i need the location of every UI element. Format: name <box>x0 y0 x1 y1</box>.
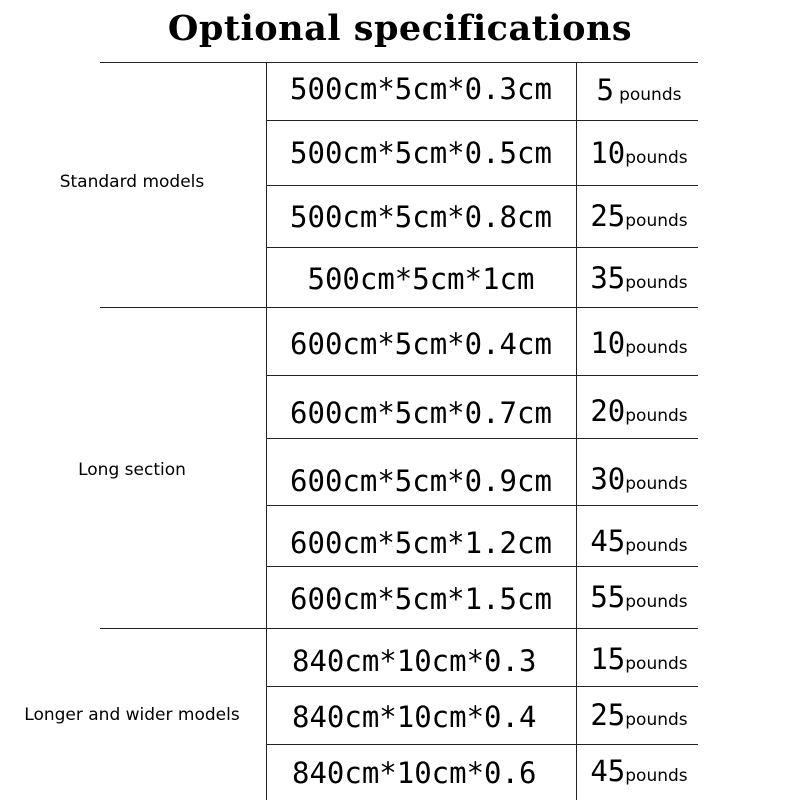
weight-unit: pounds <box>625 766 688 786</box>
weight-cell <box>578 394 700 428</box>
weight-unit: pounds <box>625 148 688 168</box>
weight-value: 45 <box>590 754 626 788</box>
weight-cell <box>578 199 700 233</box>
column-divider <box>266 62 267 800</box>
group-label-long: Long section <box>78 460 186 480</box>
spec-cell: 600cm*5cm*0.9cm <box>290 464 552 498</box>
spec-cell: 600cm*5cm*1.5cm <box>290 582 552 616</box>
spec-cell: 500cm*5cm*0.8cm <box>290 200 552 234</box>
weight-unit: pounds <box>625 211 688 231</box>
weight-unit: pounds <box>625 338 688 358</box>
row-divider <box>266 686 698 687</box>
weight-value: 55 <box>590 580 626 614</box>
spec-cell: 600cm*5cm*0.4cm <box>290 327 552 361</box>
row-divider <box>266 505 698 506</box>
weight-value: 35 <box>590 261 626 295</box>
spec-cell: 600cm*5cm*1.2cm <box>290 526 552 560</box>
weight-cell <box>578 326 700 360</box>
weight-value: 25 <box>590 698 626 732</box>
group-divider <box>100 307 266 308</box>
weight-unit: pounds <box>625 710 688 730</box>
row-divider <box>266 120 698 121</box>
spec-cell: 600cm*5cm*0.7cm <box>290 396 552 430</box>
row-divider <box>266 185 698 186</box>
weight-unit: pounds <box>625 406 688 426</box>
weight-cell <box>578 754 700 788</box>
weight-value: 10 <box>590 136 626 170</box>
weight-unit: pounds <box>625 273 688 293</box>
weight-cell <box>578 136 700 170</box>
row-divider <box>266 744 698 745</box>
row-divider <box>266 307 698 308</box>
spec-cell: 840cm*10cm*0.3 <box>292 644 537 678</box>
weight-unit: pounds <box>619 85 682 105</box>
row-divider <box>266 438 698 439</box>
row-divider <box>266 62 698 63</box>
group-label-longer-wider: Longer and wider models <box>24 705 240 725</box>
row-divider <box>266 375 698 376</box>
weight-cell <box>578 73 700 107</box>
weight-value: 30 <box>590 462 626 496</box>
weight-value: 20 <box>590 394 626 428</box>
row-divider <box>266 566 698 567</box>
page-title: Optional specifications <box>167 8 633 49</box>
spec-cell: 500cm*5cm*0.3cm <box>290 72 552 106</box>
row-divider <box>266 628 698 629</box>
weight-cell <box>578 261 700 295</box>
column-divider <box>576 62 577 800</box>
weight-value: 5 <box>596 73 614 107</box>
weight-unit: pounds <box>625 536 688 556</box>
group-divider <box>100 62 266 63</box>
weight-unit: pounds <box>625 654 688 674</box>
spec-cell: 500cm*5cm*0.5cm <box>290 136 552 170</box>
weight-unit: pounds <box>625 592 688 612</box>
spec-cell: 500cm*5cm*1cm <box>307 262 535 296</box>
weight-value: 25 <box>590 199 626 233</box>
weight-value: 15 <box>590 642 626 676</box>
weight-cell <box>578 580 700 614</box>
row-divider <box>266 247 698 248</box>
weight-value: 10 <box>590 326 626 360</box>
weight-cell <box>578 698 700 732</box>
weight-value: 45 <box>590 524 626 558</box>
weight-cell <box>578 524 700 558</box>
group-label-standard: Standard models <box>59 172 205 192</box>
weight-cell <box>578 642 700 676</box>
weight-unit: pounds <box>625 474 688 494</box>
group-divider <box>100 628 266 629</box>
spec-cell: 840cm*10cm*0.4 <box>292 700 537 734</box>
spec-cell: 840cm*10cm*0.6 <box>292 756 537 790</box>
weight-cell <box>578 462 700 496</box>
